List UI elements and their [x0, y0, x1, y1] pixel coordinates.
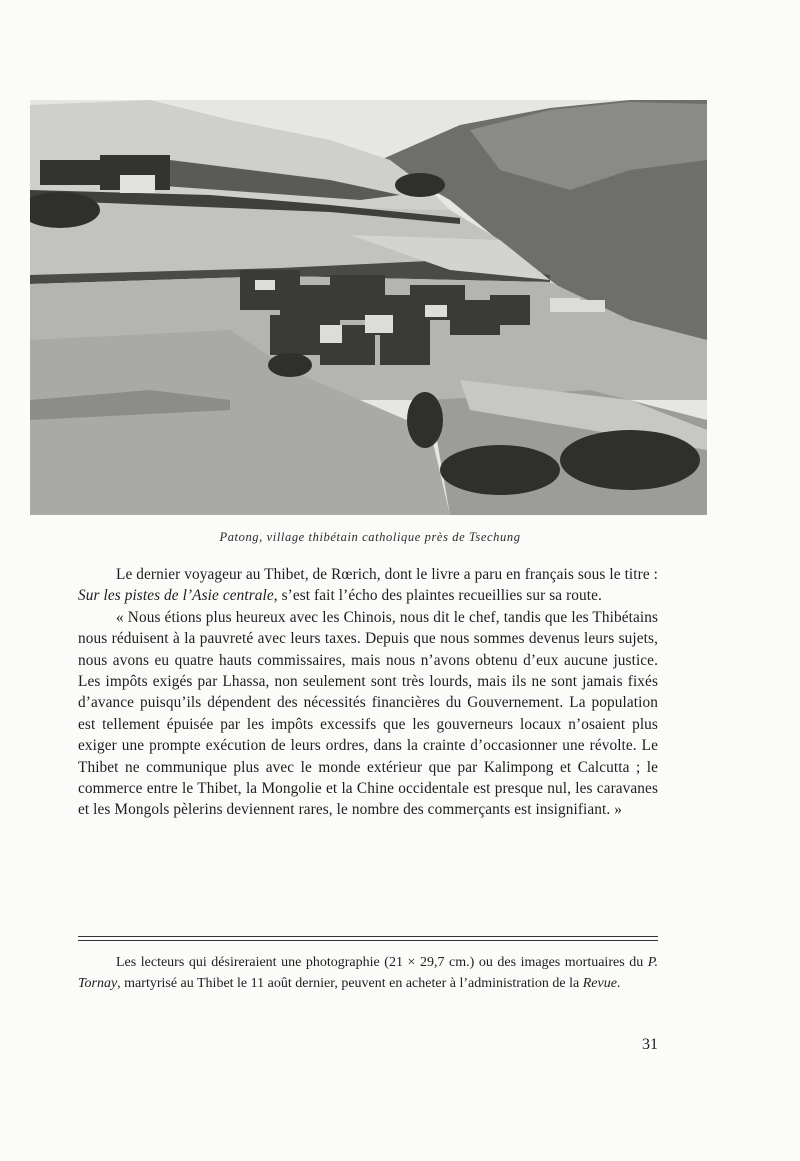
book-title: Sur les pistes de l’Asie centrale [78, 587, 274, 605]
divider-rule [78, 936, 658, 937]
paragraph-2: « Nous étions plus heureux avec les Chinois, nous dit le chef, tandis que les Thibétains nous réduisent à la pauvreté avec leurs taxes. Depuis que nous sommes devenus leurs sujets, nous avons eu quatre hauts commissaires, mais nous n’avons obtenu d’eux aucune justice. Les impôts exigés par Lhassa, non seulement sont très lourds, mais ils ne sont jamais fixés d’avance puisqu’ils dépendent des nécessités financières du Gouvernement. La population est tellement épuisée par les impôts excessifs que les gouverneurs locaux n’osaient plus exiger une prompte exécution de leurs ordres, dans la crainte d’occasionner une révolte. Le Thibet ne communique plus avec le monde extérieur que par Kalimpong et Calcutta ; le commerce entre le Thibet, la Mongolie et la Chine occidentale est presque nul, les caravanes et les Mongols pèlerins deviennent rares, le nombre des commerçants est insignifiant. » [78, 608, 658, 819]
notice-paragraph [78, 953, 658, 994]
photo-caption: Patong, village thibétain catholique près de Tsechung [219, 530, 521, 544]
village-photograph [30, 100, 707, 515]
notice-text-middle: , martyrisé au Thibet le 11 août dernier, peuvent en acheter à l’administration de la [117, 975, 583, 991]
reader-notice [78, 953, 658, 994]
paragraph-1-text: Le dernier voyageur au Thibet, de Rœrich, dont le livre a paru en français sous le titre : [116, 566, 658, 583]
notice-text-end: . [616, 975, 621, 991]
paragraph-1-text-end: , s’est fait l’écho des plaintes recueillies sur sa route. [273, 587, 602, 605]
page-number: 31 [642, 1036, 658, 1053]
journal-name: Revue [582, 975, 617, 991]
priest-name: P. Tornay [78, 955, 658, 991]
article-body [78, 564, 658, 821]
divider-rule [78, 940, 658, 941]
paragraph-1 [78, 564, 658, 607]
notice-text: Les lecteurs qui désireraient une photographie (21 × 29,7 cm.) ou des images mortuaires du [116, 955, 648, 970]
